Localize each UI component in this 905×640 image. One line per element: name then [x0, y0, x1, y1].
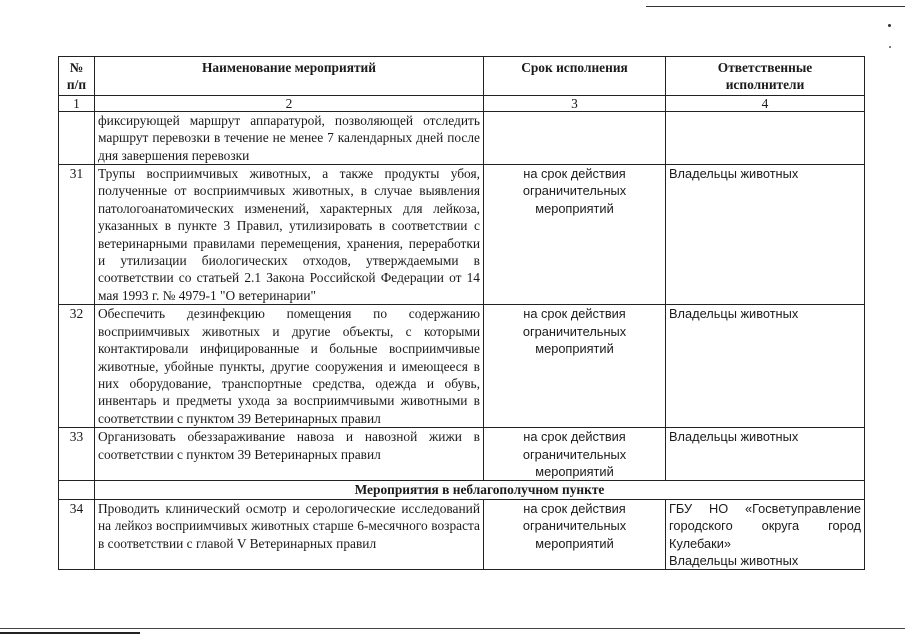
- row-term: на срок действия ограничительных мероприятий: [484, 305, 666, 428]
- row-text: Организовать обеззараживание навоза и навозной жижи в соответствии с пунктом 39 Ветеринарных правил: [95, 428, 484, 481]
- scan-speck: [889, 46, 891, 48]
- bottom-rule: [0, 628, 905, 629]
- header-num-line1: №: [69, 60, 84, 75]
- header-resp-line2: исполнители: [725, 77, 805, 93]
- row-resp: [666, 499, 865, 570]
- row-resp-owners: Владельцы животных: [669, 552, 799, 568]
- table-row: [59, 165, 865, 305]
- row-term: на срок действия ограничительных мероприятий: [484, 428, 666, 481]
- section-title: Мероприятия в неблагополучном пункте: [95, 481, 865, 499]
- table-row: [59, 499, 865, 570]
- row-text: Трупы восприимчивых животных, а также продукты убоя, полученные от восприимчивых животных, в случае выявления патологоанатомических изменений, характерных для лейкоза, указанных в пункте 3 Правил, утилизировать в соответствии с ветеринарными правилами перемещения, хранения, переработки и утилизации биологических отходов, утверждаемыми в соответствии со статьей 2.1 Закона Российской Федерации от 14 мая 1993 г. № 4979-1 "О ветеринарии": [95, 165, 484, 305]
- row-num: 32: [59, 305, 95, 428]
- table-header-row: [59, 57, 865, 96]
- header-term: Срок исполнения: [484, 57, 666, 96]
- row-resp: Владельцы животных: [666, 305, 865, 428]
- column-index-row: [59, 95, 865, 111]
- table-row: [59, 111, 865, 164]
- row-text: Обеспечить дезинфекцию помещения по содержанию восприимчивых животных и другие объекты, с которыми контактировали инфицированные и больные восприимчивые животные, убойные пункты, другие сооружения и имеющееся в них оборудование, транспортные средства, одежда и обувь, инвентарь и предметы ухода за восприимчивыми животными в соответствии с пунктом 39 Ветеринарных правил: [95, 305, 484, 428]
- column-index: 2: [95, 95, 484, 111]
- measures-table: [58, 56, 865, 570]
- header-resp: [666, 57, 865, 96]
- row-num: 33: [59, 428, 95, 481]
- table-row: [59, 428, 865, 481]
- row-resp-org: ГБУ НО «Госветуправление городского округа город Кулебаки»: [669, 500, 861, 551]
- row-num: [59, 111, 95, 164]
- row-num: 34: [59, 499, 95, 570]
- column-index: 1: [59, 95, 95, 111]
- row-resp: Владельцы животных: [666, 165, 865, 305]
- row-term: на срок действия ограничительных мероприятий: [484, 499, 666, 570]
- row-term: [484, 111, 666, 164]
- row-text: Проводить клинический осмотр и серологические исследований на лейкоз восприимчивых животных старше 6-месячного возраста в соответствии с главой V Ветеринарных правил: [95, 499, 484, 570]
- scan-speck: [888, 24, 891, 27]
- header-num: [59, 57, 95, 96]
- row-resp: [666, 111, 865, 164]
- row-text: фиксирующей маршрут аппаратурой, позволяющей отследить маршрут перевозки в течение не менее 7 календарных дней после дня завершения перевозки: [95, 111, 484, 164]
- top-rule: [646, 6, 905, 7]
- row-resp: Владельцы животных: [666, 428, 865, 481]
- header-resp-line1: Ответственные: [717, 60, 813, 75]
- section-row: [59, 481, 865, 499]
- header-num-line2: п/п: [66, 77, 87, 93]
- header-name: Наименование мероприятий: [95, 57, 484, 96]
- row-num: 31: [59, 165, 95, 305]
- column-index: 3: [484, 95, 666, 111]
- bottom-rule-thick: [0, 632, 140, 634]
- column-index: 4: [666, 95, 865, 111]
- row-term: на срок действия ограничительных мероприятий: [484, 165, 666, 305]
- table-row: [59, 305, 865, 428]
- section-num: [59, 481, 95, 499]
